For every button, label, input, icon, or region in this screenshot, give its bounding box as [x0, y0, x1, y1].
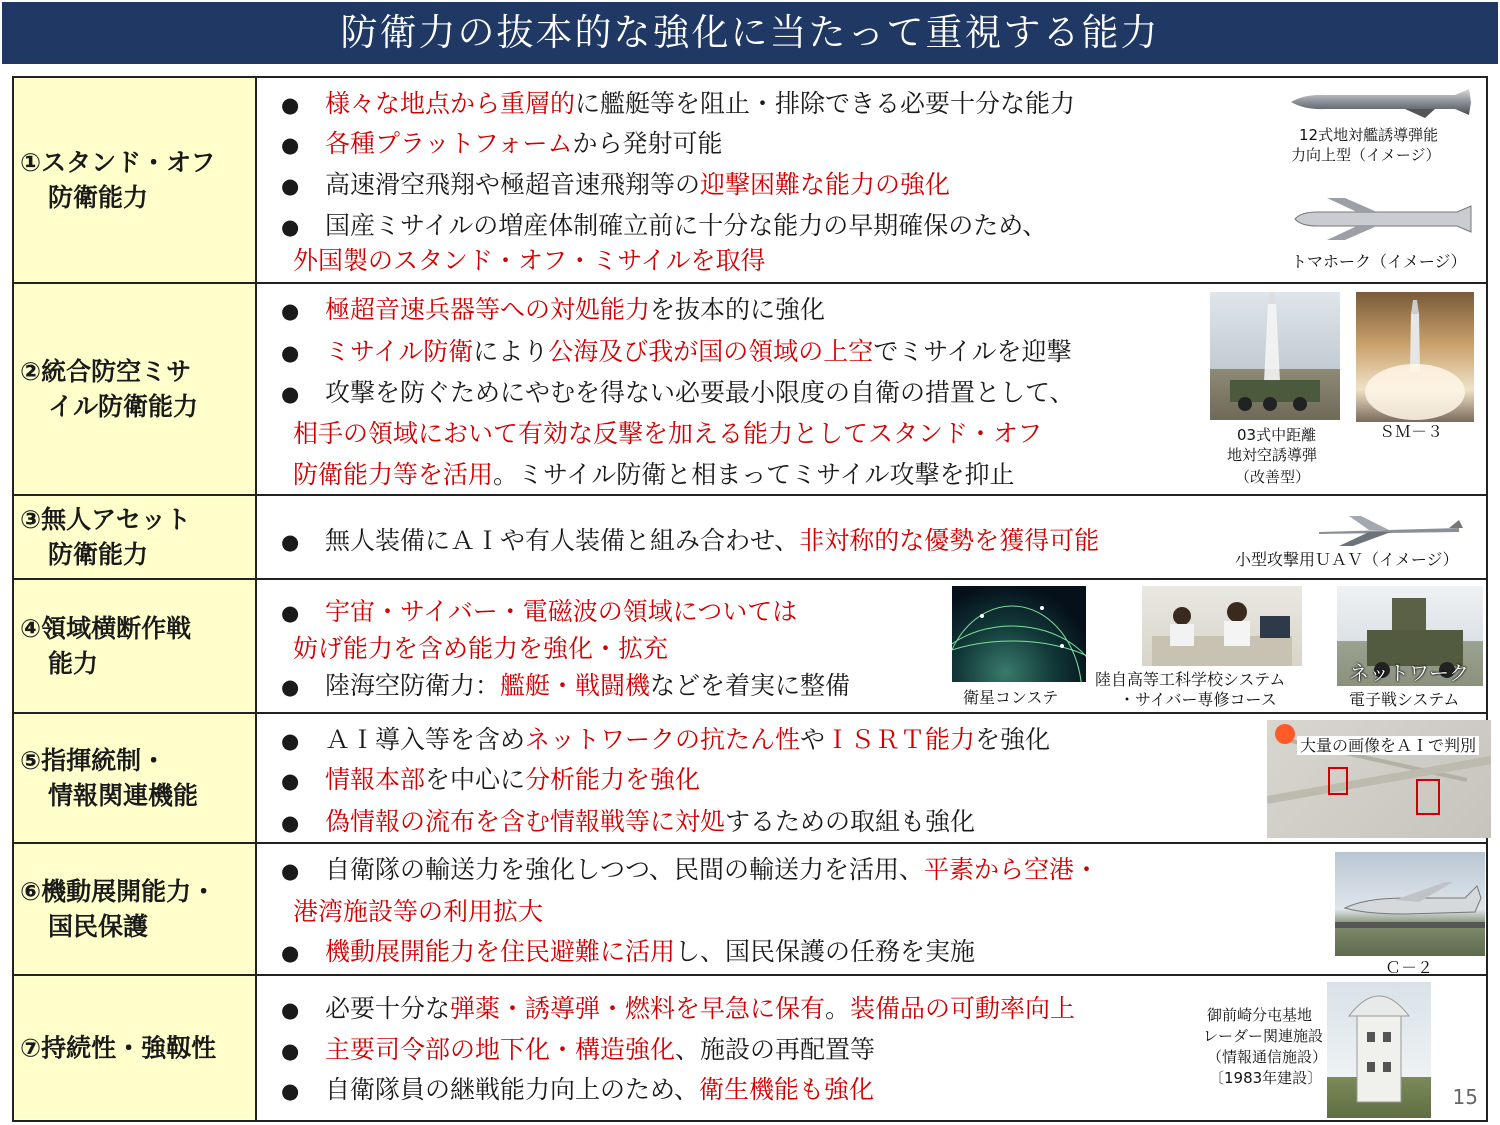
bullet-line	[271, 806, 975, 839]
highlight-text: 分析能力を強化	[525, 765, 701, 794]
row-content	[257, 580, 1486, 712]
body-text: でミサイルを迎撃	[873, 337, 1072, 366]
bullet-line	[271, 596, 797, 629]
tomahawk-image	[1287, 196, 1477, 242]
body-text: から発射可能	[572, 129, 723, 158]
caption: 大量の画像をＡＩで判別	[1297, 736, 1479, 755]
bullet-line	[293, 633, 668, 665]
row-label-line: イル防衛能力	[48, 392, 199, 421]
bullet-icon: ●	[281, 859, 300, 883]
highlight-text: 港湾施設等の利用拡大	[293, 897, 544, 926]
row-label-line: 情報関連機能	[48, 781, 199, 810]
caption: Ｃ－２	[1385, 958, 1434, 977]
bullet-line	[271, 1074, 874, 1107]
body-text: により	[473, 337, 549, 366]
row-sustainability	[12, 974, 1488, 1122]
caption: 陸自高等工科学校システム	[1095, 670, 1286, 689]
radar-facility-image	[1327, 982, 1431, 1118]
row-label-line: 防衛能力	[48, 540, 149, 569]
row-content	[257, 844, 1486, 977]
row-content	[257, 976, 1486, 1120]
bullet-icon: ●	[281, 998, 300, 1022]
uav-image	[1309, 512, 1469, 548]
bullet-line	[271, 854, 1099, 887]
row-label-line: ④領域横断作戦	[20, 614, 192, 643]
caption: 〔1983年建設〕	[1209, 1069, 1323, 1087]
row-content	[257, 78, 1486, 282]
highlight-text: 機動展開能力を住民避難に活用	[325, 937, 676, 966]
row-command-control	[12, 712, 1488, 844]
bullet-icon: ●	[281, 93, 300, 117]
body-text: 必要十分な	[325, 994, 451, 1023]
bullet-line	[271, 936, 975, 969]
row-label-line: ⑥機動展開能力・	[20, 877, 217, 906]
highlight-text: 装備品の可動率向上	[850, 994, 1076, 1023]
bullet-line	[271, 670, 850, 703]
highlight-text: 平素から空港・	[924, 855, 1100, 884]
caption: レーダー関連施設	[1203, 1027, 1324, 1045]
bullet-icon: ●	[281, 530, 300, 554]
bullet-icon: ●	[281, 811, 300, 835]
bullet-icon: ●	[281, 729, 300, 753]
body-text: ＡＩ導入等を含め	[325, 725, 526, 754]
caption: ＳＭ－３	[1379, 422, 1444, 441]
body-text: し、国民保護の任務を実施	[675, 937, 976, 966]
bullet-icon: ●	[281, 174, 300, 198]
sam-launcher-image	[1210, 292, 1340, 420]
sm3-launch-image	[1356, 292, 1474, 422]
bullet-icon: ●	[281, 133, 300, 157]
row-label	[14, 714, 257, 842]
row-label	[14, 844, 257, 974]
row-label-line: 国民保護	[48, 912, 149, 941]
page-title: 防衛力の抜本的な強化に当たって重視する能力	[2, 2, 1498, 64]
highlight-text: 公海及び我が国の領域の上空	[548, 337, 874, 366]
row-label	[14, 580, 257, 712]
bullet-icon: ●	[281, 299, 300, 323]
body-text: に艦艇等を阻止・排除できる必要十分な能力	[575, 89, 1076, 118]
row-cross-domain	[12, 578, 1488, 714]
row-label	[14, 284, 257, 494]
body-text: 攻撃を防ぐためにやむを得ない必要最小限度の自衛の措置として、	[325, 378, 1075, 407]
body-text: 。	[825, 994, 851, 1023]
highlight-text: 各種プラットフォーム	[325, 129, 573, 158]
highlight-text: ミサイル防衛	[325, 337, 474, 366]
caption: 力向上型（イメージ）	[1291, 146, 1441, 164]
highlight-text: 艦艇・戦闘機	[500, 671, 651, 700]
bullet-line	[271, 724, 1050, 757]
caption: 小型攻撃用ＵＡＶ（イメージ）	[1235, 550, 1459, 569]
caption: トマホーク（イメージ）	[1291, 252, 1467, 271]
highlight-text: 非対称的な優勢を獲得可能	[799, 526, 1100, 555]
body-text: 無人装備にＡＩや有人装備と組み合わせ、	[325, 526, 800, 555]
body-text: を抜本的に強化	[650, 295, 826, 324]
body-text: 、施設の再配置等	[675, 1035, 876, 1064]
body-text: 国産ミサイルの増産体制確立前に十分な能力の早期確保のため、	[325, 211, 1048, 240]
body-text: 自衛隊員の継戦能力向上のため、	[325, 1075, 700, 1104]
row-label-line: ⑤指揮統制・	[20, 746, 167, 775]
highlight-text: 弾薬・誘導弾・燃料を早急に保有	[450, 994, 826, 1023]
missile-12-image	[1285, 82, 1475, 122]
caption: 12式地対艦誘導弾能	[1299, 126, 1439, 144]
bullet-icon: ●	[281, 341, 300, 365]
highlight-text: ネットワークの抗たん性	[525, 725, 801, 754]
bullet-line	[271, 88, 1075, 121]
c2-aircraft-image	[1335, 852, 1485, 956]
body-text: 自衛隊の輸送力を強化しつつ、民間の輸送力を活用、	[325, 855, 925, 884]
caption: ・サイバー専修コース	[1119, 690, 1277, 709]
bullet-line	[271, 525, 1099, 558]
bullet-line	[293, 459, 1015, 491]
row-label	[14, 496, 257, 578]
row-unmanned-assets	[12, 494, 1488, 580]
row-label-line: ②統合防空ミサ	[20, 357, 192, 386]
bullet-line	[271, 336, 1072, 369]
row-mobility-protection	[12, 842, 1488, 976]
body-text: を中心に	[425, 765, 526, 794]
bullet-line	[271, 210, 1047, 243]
caption: 電子戦システム	[1349, 690, 1460, 709]
cyber-school-image	[1142, 586, 1302, 666]
row-label-line: ⑦持続性・強靱性	[20, 1033, 217, 1063]
row-stand-off	[12, 76, 1488, 284]
highlight-text: 衛生機能も強化	[699, 1075, 875, 1104]
highlight-text: 主要司令部の地下化・構造強化	[325, 1035, 676, 1064]
highlight-text: 防衛能力等を活用	[293, 460, 494, 489]
caption: 03式中距離	[1237, 426, 1317, 444]
bullet-line	[271, 1034, 875, 1067]
row-content	[257, 284, 1486, 494]
highlight-text: 迎撃困難な能力の強化	[700, 170, 951, 199]
bullet-line	[293, 896, 543, 928]
row-label-line: ③無人アセット	[20, 505, 191, 534]
bullet-icon: ●	[281, 215, 300, 239]
highlight-text: 相手の領域において有効な反撃を加える能力としてスタンド・オフ	[293, 419, 1043, 448]
bullet-icon: ●	[281, 1079, 300, 1103]
row-label-line: ①スタンド・オフ	[20, 148, 216, 177]
body-text: を強化	[975, 725, 1051, 754]
bullet-line	[271, 377, 1075, 410]
bullet-line	[271, 169, 950, 202]
body-text: するための取組も強化	[725, 807, 976, 836]
page-number: 15	[1452, 1085, 1478, 1109]
row-label-line: 能力	[48, 649, 99, 678]
bullet-icon: ●	[281, 675, 300, 699]
caption: ネットワーク	[1349, 661, 1469, 685]
body-text: 。ミサイル防衛と相まってミサイル攻撃を抑止	[493, 460, 1015, 489]
highlight-text: 様々な地点から重層的	[325, 89, 576, 118]
caption: 地対空誘導弾	[1227, 446, 1318, 464]
highlight-text: 外国製のスタンド・オフ・ミサイルを取得	[293, 246, 766, 275]
bullet-line	[271, 128, 723, 161]
bullet-line	[271, 993, 1075, 1026]
highlight-text: 宇宙・サイバー・電磁波の領域については	[325, 597, 798, 626]
bullet-icon: ●	[281, 769, 300, 793]
caption: 衛星コンステ	[963, 688, 1059, 707]
bullet-icon: ●	[281, 941, 300, 965]
bullet-icon: ●	[281, 601, 300, 625]
highlight-text: 極超音速兵器等への対処能力	[325, 295, 651, 324]
bullet-line	[293, 418, 1042, 450]
bullet-line	[293, 245, 766, 277]
bullet-icon: ●	[281, 382, 300, 406]
row-label	[14, 976, 257, 1120]
row-content	[257, 496, 1486, 578]
row-label	[14, 78, 257, 282]
satellite-constellation-image	[952, 586, 1086, 682]
row-content	[257, 714, 1486, 842]
bullet-line	[271, 294, 825, 327]
caption: 御前崎分屯基地	[1207, 1006, 1313, 1024]
highlight-text: 偽情報の流布を含む情報戦等に対処	[325, 807, 726, 836]
caption: （情報通信施設）	[1207, 1048, 1328, 1066]
highlight-text: 妨げ能力を含め能力を強化・拡充	[293, 634, 669, 663]
body-text: 高速滑空飛翔や極超音速飛翔等の	[325, 170, 701, 199]
caption: （改善型）	[1235, 468, 1311, 486]
body-text: 陸海空防衛力：	[325, 671, 501, 700]
row-air-missile-defense	[12, 282, 1488, 496]
body-text: などを着実に整備	[650, 671, 851, 700]
bullet-line	[271, 764, 700, 797]
highlight-text: 情報本部	[325, 765, 426, 794]
body-text: や	[800, 725, 826, 754]
row-label-line: 防衛能力	[48, 183, 149, 212]
bullet-icon: ●	[281, 1039, 300, 1063]
highlight-text: ＩＳＲＴ能力	[825, 725, 976, 754]
